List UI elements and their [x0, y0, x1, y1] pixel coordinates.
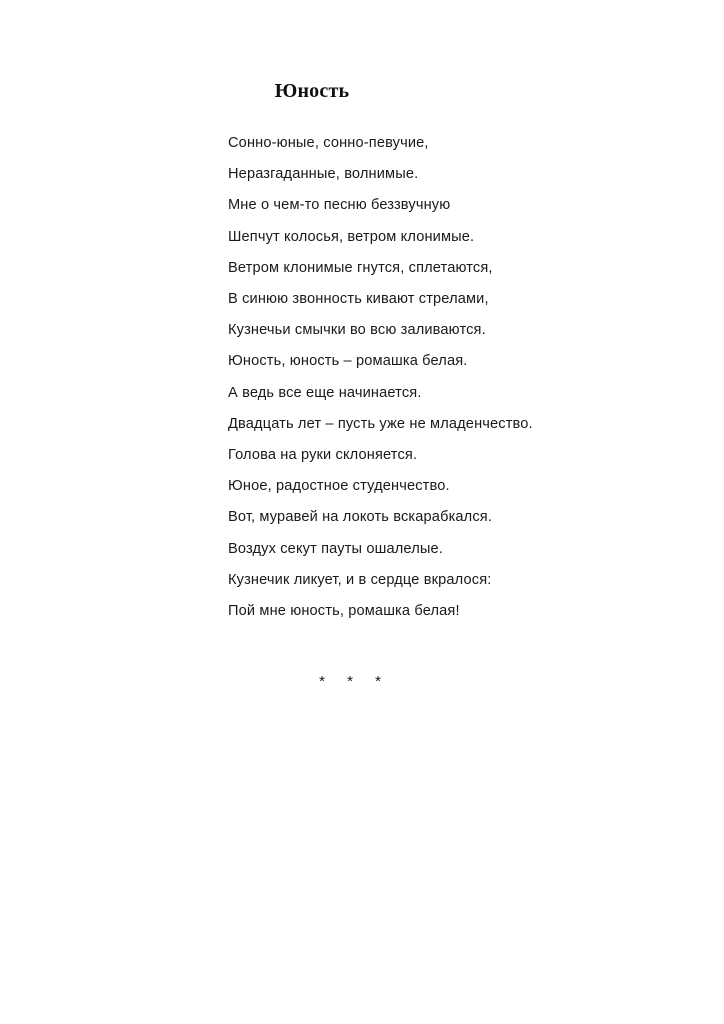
poem-line: Голова на руки склоняется. [228, 447, 418, 464]
poem-line: Юность, юность – ромашка белая. [228, 353, 468, 370]
poem-line: Юное, радостное студенчество. [228, 478, 450, 495]
poem-line: Кузнечьи смычки во всю заливаются. [228, 322, 486, 339]
poem-line: Сонно-юные, сонно-певучие, [228, 135, 429, 151]
poem-line: Пой мне юность, ромашка белая! [228, 603, 460, 620]
poem-line: Шепчут колосья, ветром клонимые. [228, 228, 475, 245]
poem-line: Неразгаданные, волнимые. [228, 166, 419, 183]
poem-line: В синюю звонность кивают стрелами, [228, 291, 489, 308]
asterisk-glyph: * [319, 673, 325, 690]
page-title: Юность [274, 80, 350, 103]
poem-line: Вот, муравей на локоть вскарабкался. [228, 509, 493, 526]
poem-line: Воздух секут пауты ошалелые. [228, 540, 443, 557]
poem-line: Кузнечик ликует, и в сердце вкралося: [228, 571, 492, 588]
poem-line: Мне о чем-то песню беззвучную [228, 197, 451, 214]
poem-line: Ветром клонимые гнутся, сплетаются, [228, 259, 493, 276]
asterisk-glyph: * [375, 673, 381, 690]
asterisk-glyph: * [347, 673, 353, 690]
section-separator [0, 672, 700, 692]
poem-line: А ведь все еще начинается. [228, 384, 422, 401]
poem-body [228, 128, 648, 627]
poem-line: Двадцать лет – пусть уже не младенчество. [228, 415, 533, 432]
